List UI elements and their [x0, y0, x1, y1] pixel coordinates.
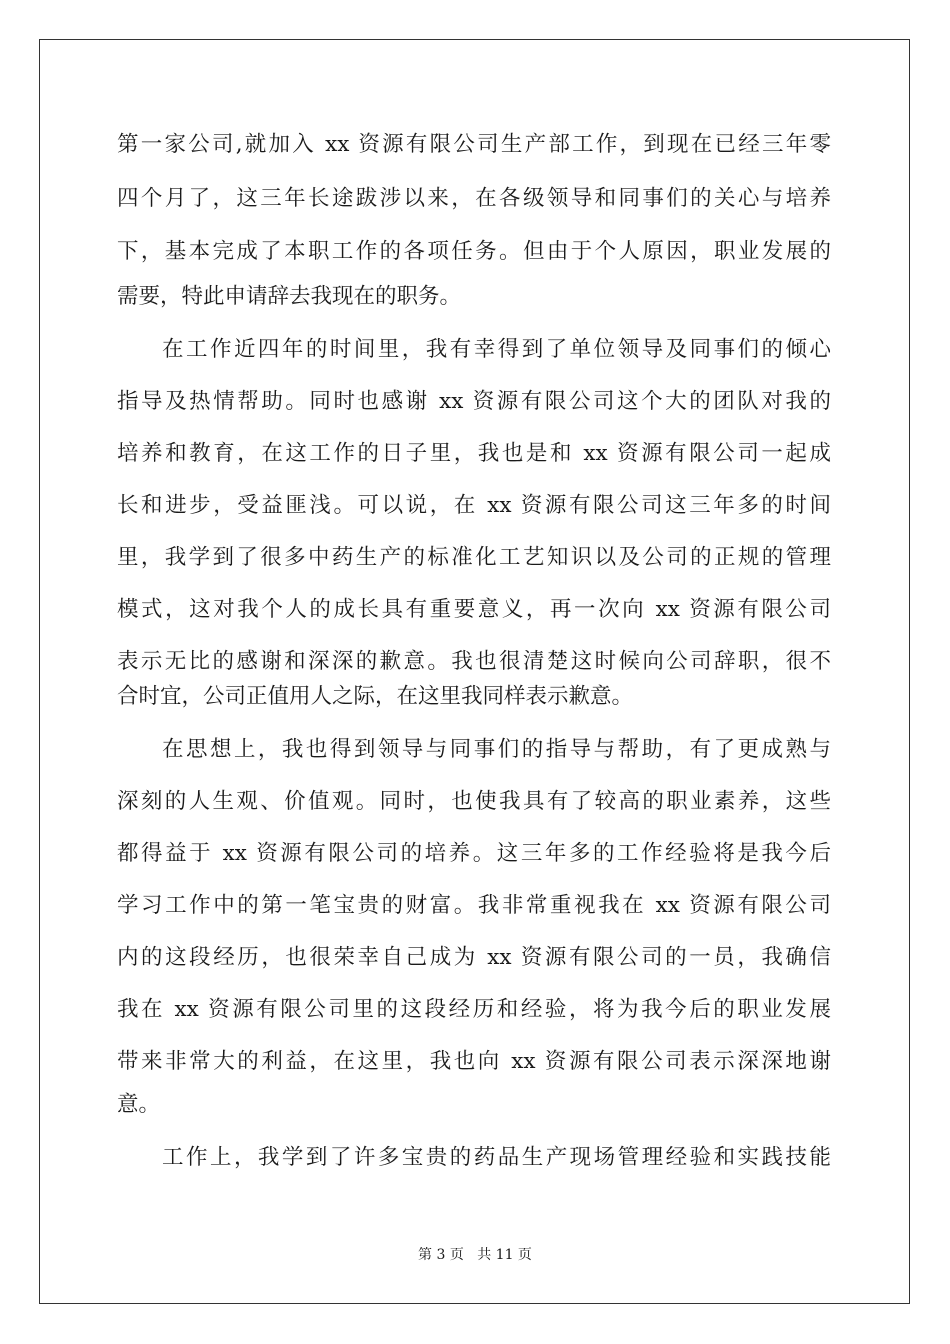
body-text-line: 表示无比的感谢和深深的歉意。我也很清楚这时候向公司辞职，很不 — [117, 649, 831, 674]
page-number: 第 3 页 — [418, 1247, 464, 1263]
body-text-line: 长和进步，受益匪浅。可以说，在 xx 资源有限公司这三年多的时间 — [117, 493, 831, 518]
paragraph-first-line: 工作上，我学到了许多宝贵的药品生产现场管理经验和实践技能 — [162, 1145, 831, 1170]
body-text-line: 培养和教育，在这工作的日子里，我也是和 xx 资源有限公司一起成 — [117, 441, 831, 466]
page-footer — [0, 1245, 950, 1265]
body-text-line: 合时宜，公司正值用人之际，在这里我同样表示歉意。 — [117, 684, 634, 709]
body-text-line: 意。 — [117, 1092, 161, 1117]
body-text-line: 四个月了，这三年长途跋涉以来，在各级领导和同事们的关心与培养 — [117, 186, 831, 211]
paragraph-first-line: 在工作近四年的时间里，我有幸得到了单位领导及同事们的倾心 — [162, 337, 831, 362]
body-text-line: 里，我学到了很多中药生产的标准化工艺知识以及公司的正规的管理 — [117, 545, 831, 570]
body-text-line: 指导及热情帮助。同时也感谢 xx 资源有限公司这个大的团队对我的 — [117, 389, 831, 414]
body-text-line: 深刻的人生观、价值观。同时，也使我具有了较高的职业素养，这些 — [117, 789, 831, 814]
body-text-line: 下，基本完成了本职工作的各项任务。但由于个人原因，职业发展的 — [117, 239, 831, 264]
paragraph-first-line: 在思想上，我也得到领导与同事们的指导与帮助，有了更成熟与 — [162, 737, 831, 762]
page-total: 共 11 页 — [477, 1247, 532, 1263]
body-text-line: 内的这段经历，也很荣幸自己成为 xx 资源有限公司的一员，我确信 — [117, 945, 831, 970]
body-text-line: 需要，特此申请辞去我现在的职务。 — [117, 284, 462, 309]
body-text-line: 带来非常大的利益，在这里，我也向 xx 资源有限公司表示深深地谢 — [117, 1049, 831, 1074]
body-text-line: 第一家公司,就加入 xx 资源有限公司生产部工作，到现在已经三年零 — [117, 132, 831, 157]
body-text-line: 都得益于 xx 资源有限公司的培养。这三年多的工作经验将是我今后 — [117, 841, 831, 866]
body-text-line: 模式，这对我个人的成长具有重要意义，再一次向 xx 资源有限公司 — [117, 597, 831, 622]
body-text-line: 我在 xx 资源有限公司里的这段经历和经验，将为我今后的职业发展 — [117, 997, 831, 1022]
body-text-line: 学习工作中的第一笔宝贵的财富。我非常重视我在 xx 资源有限公司 — [117, 893, 831, 918]
